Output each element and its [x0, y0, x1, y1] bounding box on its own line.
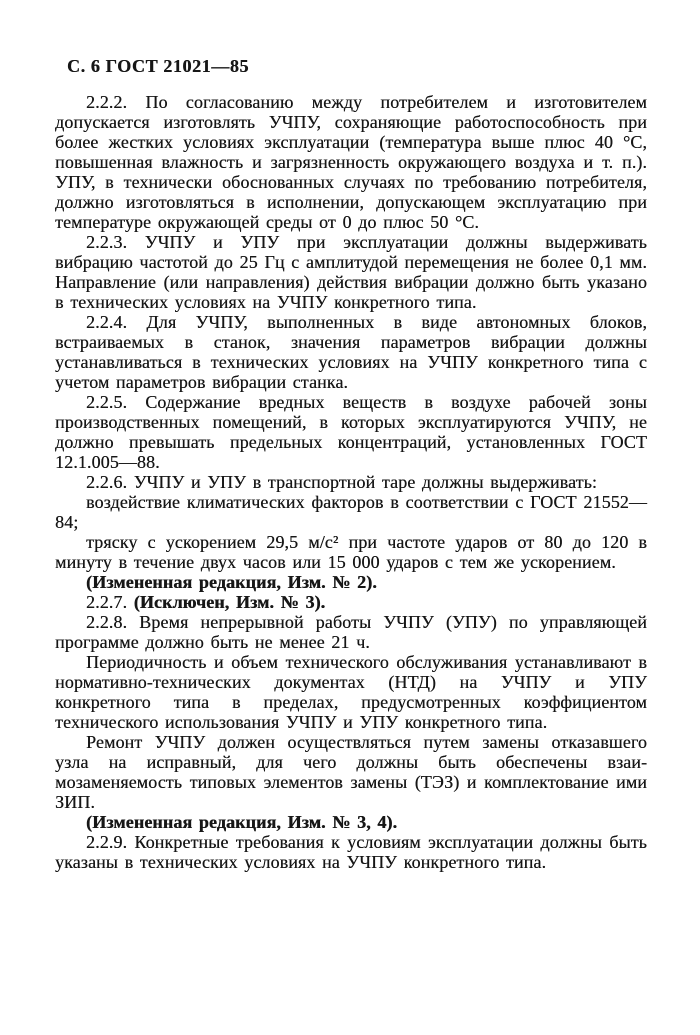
amendment-note-izm-2 [55, 572, 647, 592]
clause-2-2-2 [55, 92, 647, 232]
text-segment: 2.2.5. Содержание вредных веществ в воздухе рабочей зоны производственных помещений, в которых эксплуатируются УЧПУ, не должно превышать предельных концентраций, установленных ГОСТ 12.1.005—88. [55, 392, 647, 472]
text-segment: 2.2.9. Конкретные требования к условиям эксплуатации должны быть указаны в технических условиях на УЧПУ конкретного типа. [55, 832, 647, 872]
repair-paragraph [55, 732, 647, 812]
amendment-note-izm-3-4 [55, 812, 647, 832]
text-segment: 2.2.4. Для УЧПУ, выполненных в виде автономных блоков, встраиваемых в станок, значения параметров вибрации должны устанавливаться в технических условиях на УЧПУ конкретного типа с учетом параметров вибрации станка. [55, 312, 647, 392]
clause-2-2-7 [55, 592, 647, 612]
clause-2-2-3 [55, 232, 647, 312]
clause-2-2-9 [55, 832, 647, 872]
text-segment: 2.2.3. УЧПУ и УПУ при эксплуатации должны выдерживать вибрацию частотой до 25 Гц с амплитудой перемещения не более 0,1 мм. Направление (или направления) действия вибрации должно быть указано в технических условиях на УЧПУ конкретного типа. [55, 232, 647, 312]
text-segment: Ремонт УЧПУ должен осуществляться путем замены отказавшего узла на исправный, для чего должны быть обеспечены взаимозаменяемость типовых элементов замены (ТЭЗ) и комплектование ими ЗИП. [55, 732, 647, 812]
clause-2-2-6 [55, 472, 647, 492]
text-segment: Периодичность и объем технического обслуживания устанавливают в нормативно-технических документах (НТД) на УЧПУ и УПУ конкретного типа в пределах, предусмотренных коэффициентом технического использования УЧПУ и УПУ конкретного типа. [55, 652, 647, 732]
maintenance-paragraph [55, 652, 647, 732]
list-item-shaking [55, 532, 647, 572]
text-segment: тряску с ускорением 29,5 м/с² при частоте ударов от 80 до 120 в минуту в течение двух часов или 15 000 ударов с тем же ускорением. [55, 532, 647, 572]
clause-2-2-8 [55, 612, 647, 652]
clause-2-2-4 [55, 312, 647, 392]
document-body [55, 92, 647, 872]
text-segment: 2.2.6. УЧПУ и УПУ в транспортной таре должны выдерживать: [86, 472, 598, 492]
clause-2-2-5 [55, 392, 647, 472]
page-header: С. 6 ГОСТ 21021—85 [67, 56, 250, 76]
text-segment: 2.2.2. По согласованию между потребителем и изготовителем допускается изготовлять УЧПУ, сохраняющие работоспособность при более жестких условиях эксплуатации (температура выше плюс 40 °С, повышенная влажность и загрязненность окружающего воздуха и т. п.). УПУ, в технически обоснованных случаях по требованию потребителя, должно изготовляться в исполнении, допускающем эксплуатацию при температуре окружающей среды от 0 до плюс 50 °С. [55, 92, 647, 232]
list-item-climatic-factors [55, 492, 647, 532]
text-segment: 2.2.7. [86, 592, 134, 612]
text-segment: воздействие климатических факторов в соответствии с ГОСТ 21552—84; [55, 492, 647, 532]
bold-text-segment: (Исключен, Изм. № 3). [133, 592, 326, 612]
bold-text-segment: (Измененная редакция, Изм. № 2). [86, 572, 377, 592]
bold-text-segment: (Измененная редакция, Изм. № 3, 4). [86, 812, 398, 832]
text-segment: 2.2.8. Время непрерывной работы УЧПУ (УПУ) по управляющей программе должно быть не менее 21 ч. [55, 612, 647, 652]
